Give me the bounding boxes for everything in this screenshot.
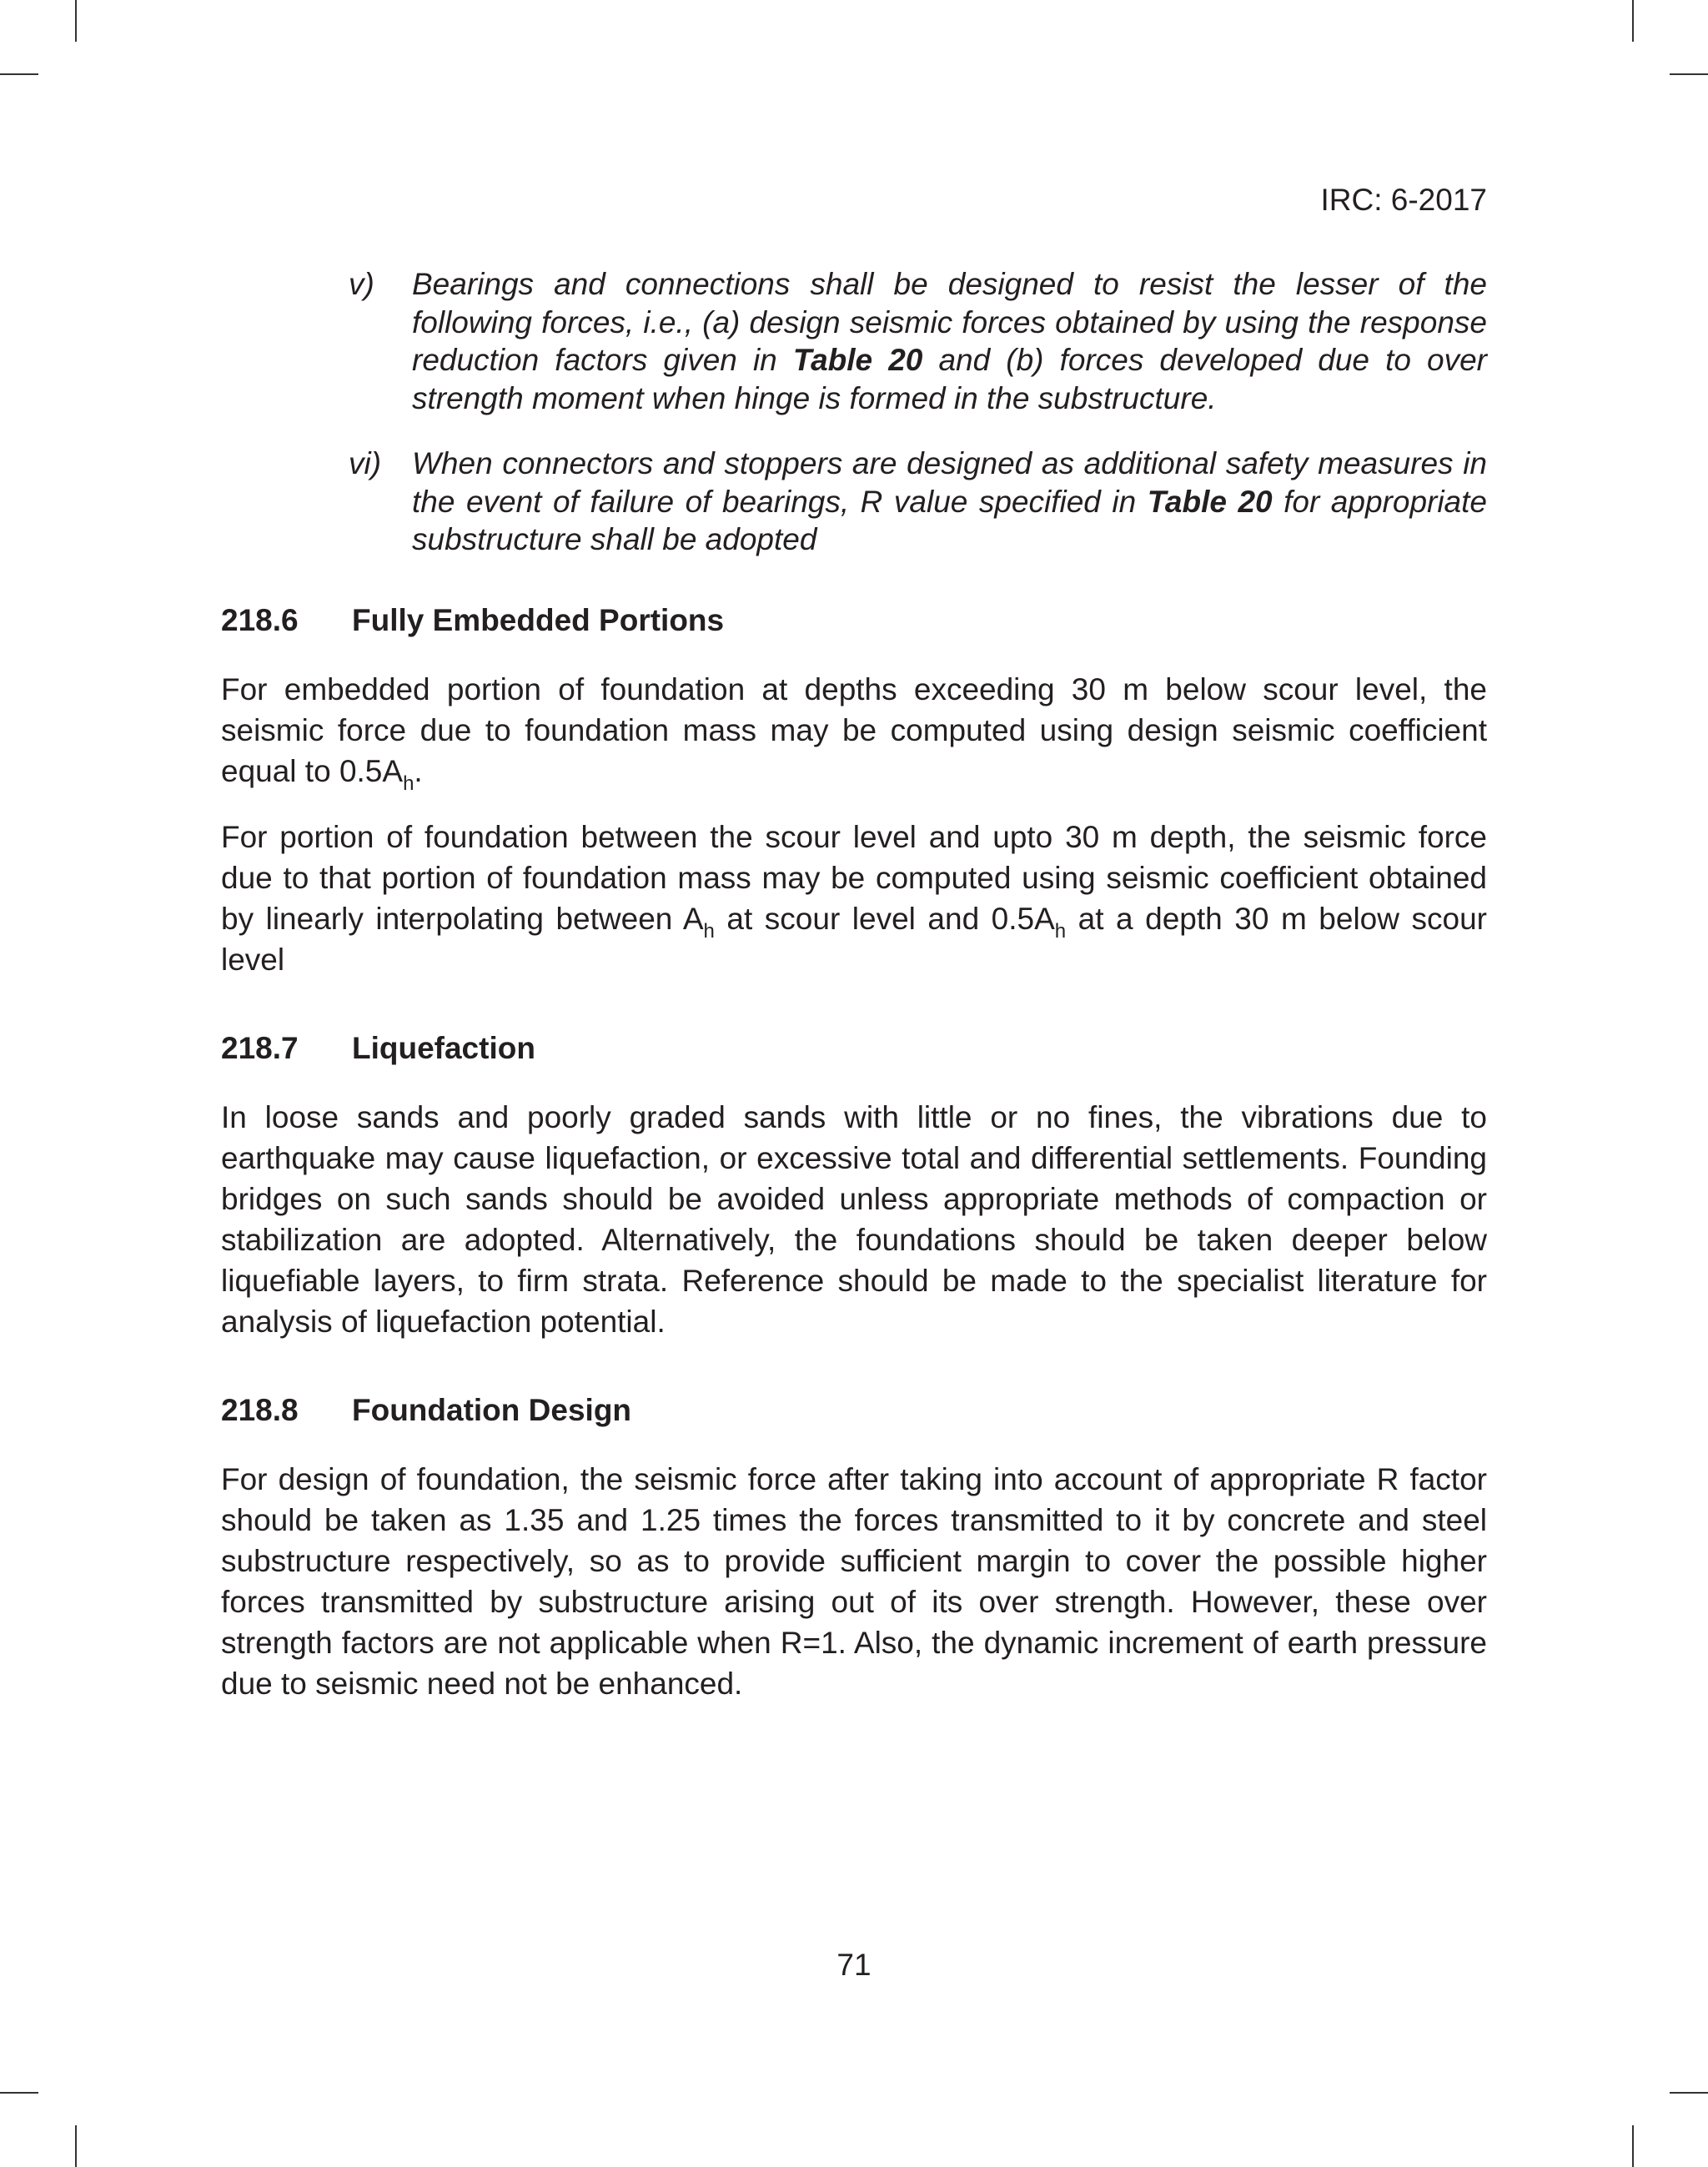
crop-mark-top-left-vertical [75,0,77,42]
clause-list [349,265,1487,586]
section-heading [221,1030,1487,1067]
list-item [349,265,1487,417]
paragraph: For embedded portion of foundation at depths exceeding 30 m below scour level, the seismic force due to foundation mass may be computed using design seismic coefficient equal to $0.5A_h$. [221,672,1487,795]
section-heading [221,1392,1487,1429]
document-code: IRC: 6-2017 [1320,183,1487,217]
crop-mark-top-right-horizontal [1670,73,1708,75]
section-number: 218.7 [221,1031,299,1065]
paragraph: For portion of foundation between the scour level and upto 30 m depth, the seismic force due to that portion of foundation mass may be computed using seismic coefficient obtained by linearly interpolating between $A_h$ at scour level and $0.5A_h$ at a depth 30 m below scour level [221,820,1487,977]
main-content [221,602,1487,1729]
paragraph: In loose sands and poorly graded sands with little or no fines, the vibrations due to earthquake may cause liquefaction, or excessive total and differential settlements. Founding bridges on such sands should be avoided unless appropriate methods of compaction or stabilization are adopted. Alternatively, the foundations should be taken deeper below liquefiable layers, to firm strata. Reference should be made to the specialist literature for analysis of liquefaction potential. [221,1100,1487,1339]
list-item-text: When connectors and stoppers are designed as additional safety measures in the event of failure of bearings, R value specified in Table 20 for appropriate substructure shall be adopted [412,446,1487,556]
section-heading [221,602,1487,639]
section-title: Fully Embedded Portions [352,603,725,637]
table-reference: Table 20 [1147,484,1273,519]
section-title: Foundation Design [352,1393,632,1427]
paragraph: For design of foundation, the seismic force after taking into account of appropriate R factor should be taken as 1.35 and 1.25 times the forces transmitted to it by concrete and steel substructure respectively, so as to provide sufficient margin to cover the possible higher forces transmitted by substructure arising out of its over strength. However, these over strength factors are not applicable when R=1. Also, the dynamic increment of earth pressure due to seismic need not be enhanced. [221,1462,1487,1701]
list-marker: v) [349,267,374,301]
crop-mark-bottom-left-horizontal [0,2092,38,2094]
page-number: 71 [836,1948,872,1982]
section-number: 218.8 [221,1393,299,1427]
crop-mark-bottom-right-horizontal [1670,2092,1708,2094]
crop-mark-top-right-vertical [1632,0,1634,42]
section-number: 218.6 [221,603,299,637]
table-reference: Table 20 [792,343,923,377]
list-item [349,445,1487,559]
list-item-text: Bearings and connections shall be designed to resist the lesser of the following forces, i.e., (a) design seismic forces obtained by using the response reduction factors given in Table 20 and (b) forces developed due to over strength moment when hinge is formed in the substructure. [412,267,1487,415]
crop-mark-bottom-left-vertical [75,2125,77,2167]
list-marker: vi) [349,446,382,480]
crop-mark-bottom-right-vertical [1632,2125,1634,2167]
section-title: Liquefaction [352,1031,535,1065]
crop-mark-top-left-horizontal [0,73,38,75]
